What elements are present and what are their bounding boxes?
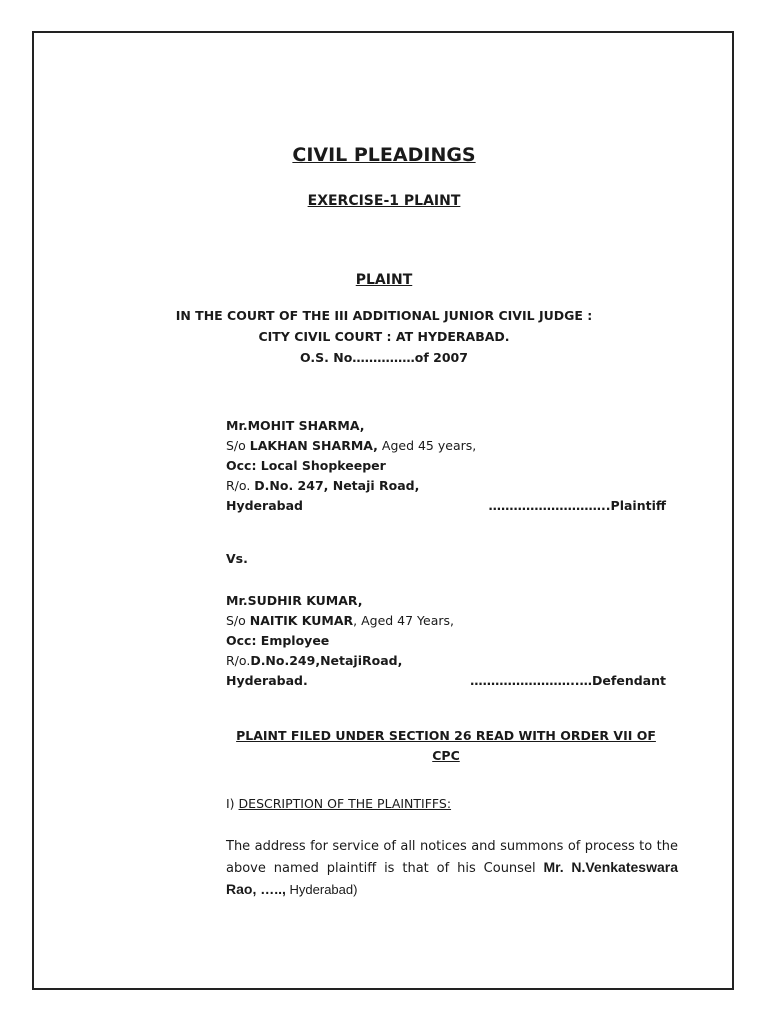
- plaintiff-role: ………………………..Plaintiff: [488, 498, 666, 513]
- court-line-1: IN THE COURT OF THE III ADDITIONAL JUNIOR CIVIL JUDGE :: [175, 308, 593, 323]
- versus-label: Vs.: [226, 551, 248, 566]
- section-heading: PLAINT FILED UNDER SECTION 26 READ WITH ORDER VII OF CPC: [236, 728, 656, 763]
- plaintiff-name: Mr.MOHIT SHARMA,: [226, 418, 365, 433]
- defendant-parent: NAITIK KUMAR: [249, 613, 354, 628]
- plaintiff-city-line: [226, 496, 666, 516]
- defendant-occupation: Occ: Employee: [226, 633, 330, 648]
- plaintiff-age: Aged 45 years,: [377, 438, 477, 453]
- paragraph-text: The address for service of all notices and summons of process to the above named plaintiff is that of his Counsel: [226, 839, 678, 876]
- counsel-name: Mr. N.Venkateswara Rao, …..,: [226, 859, 678, 897]
- description-number: I): [226, 796, 239, 811]
- plaintiff-parent: LAKHAN SHARMA,: [249, 438, 378, 453]
- plaintiff-parent-line: S/o LAKHAN SHARMA, Aged 45 years,: [226, 438, 477, 453]
- defendant-residence: D.No.249,NetajiRoad,: [250, 653, 403, 668]
- plaintiff-block: [226, 416, 666, 516]
- defendant-role: ……………………..…Defendant: [470, 673, 666, 688]
- description-title: DESCRIPTION OF THE PLAINTIFFS:: [238, 796, 452, 811]
- defendant-block: [226, 591, 666, 691]
- defendant-age: , Aged 47 Years,: [353, 613, 455, 628]
- document-subtitle: EXERCISE-1 PLAINT: [307, 193, 461, 209]
- plaintiff-occupation: Occ: Local Shopkeeper: [226, 458, 386, 473]
- defendant-parent-line: S/o NAITIK KUMAR, Aged 47 Years,: [226, 613, 455, 628]
- plaintiff-residence-line: R/o. D.No. 247, Netaji Road,: [226, 478, 420, 493]
- document-title: CIVIL PLEADINGS: [292, 144, 476, 166]
- defendant-city-line: [226, 671, 666, 691]
- defendant-city: Hyderabad.: [226, 673, 308, 688]
- plaintiff-city: Hyderabad: [226, 498, 303, 513]
- plaintiff-residence: D.No. 247, Netaji Road,: [254, 478, 420, 493]
- description-heading: [226, 796, 451, 811]
- defendant-name: Mr.SUDHIR KUMAR,: [226, 593, 363, 608]
- service-address-paragraph: [226, 836, 678, 901]
- case-number: O.S. No……………of 2007: [300, 350, 468, 365]
- counsel-city: Hyderabad): [285, 882, 358, 897]
- defendant-residence-line: R/o.D.No.249,NetajiRoad,: [226, 653, 403, 668]
- court-line-2: CITY CIVIL COURT : AT HYDERABAD.: [258, 329, 510, 344]
- plaint-heading: PLAINT: [355, 272, 413, 288]
